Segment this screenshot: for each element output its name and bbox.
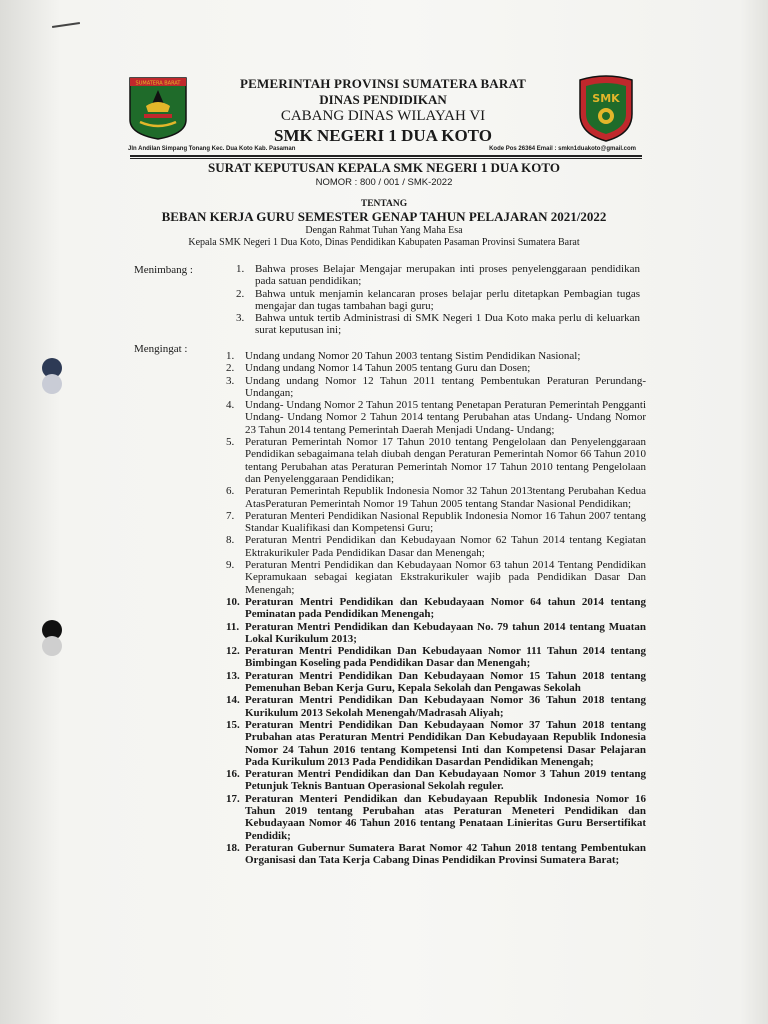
mengingat-label: Mengingat :	[134, 343, 188, 355]
list-item-text: Peraturan Mentri Pendidikan Dan Kebudayaan Nomor 15 Tahun 2018 tentang Pemenuhan Beban Kerja Guru, Kepala Sekolah dan Pengawas Sekolah	[245, 669, 646, 695]
list-item	[226, 485, 646, 510]
punch-hole-bottom	[42, 620, 62, 656]
list-item-number: 8.	[226, 534, 235, 547]
list-item-text: Bahwa proses Belajar Mengajar merupakan inti proses penyelenggaraan pendidikan pada satuan pendidikan;	[255, 263, 640, 288]
list-item	[226, 670, 646, 695]
list-item-number: 7.	[226, 509, 235, 522]
subject-heading: BEBAN KERJA GURU SEMESTER GENAP TAHUN PELAJARAN 2021/2022	[161, 209, 607, 224]
menimbang-list	[236, 263, 640, 337]
kepala-line: Kepala SMK Negeri 1 Dua Koto, Dinas Pendidikan Kabupaten Pasaman Provinsi Sumatera Barat	[188, 237, 580, 248]
list-item-number: 9.	[226, 559, 235, 572]
list-item-number: 13.	[226, 669, 240, 682]
emblem-caption: SUMATERA BARAT	[135, 80, 181, 87]
document-number: NOMOR : 800 / 001 / SMK-2022	[315, 177, 453, 188]
list-item-text: Peraturan Mentri Pendidikan dan Kebudayaan Nomor 63 tahun 2014 Tentang Pendidikan Kepramukaan sebagai kegiatan Ekstrakurikuler wajib pada Pendidikan Dasar Dan Menengah;	[245, 559, 646, 596]
list-item-number: 1.	[226, 350, 235, 362]
header-line-3: CABANG DINAS WILAYAH VI	[280, 108, 486, 124]
list-item-text: Bahwa untuk menjamin kelancaran proses belajar perlu ditetapkan Pembagian tugas mengajar dan tugas tambahan bagi guru;	[255, 287, 640, 312]
list-item	[226, 768, 646, 793]
list-item	[226, 362, 646, 374]
list-item-text: Peraturan Pemerintah Nomor 17 Tahun 2010 tentang Pengelolaan dan Penyelenggaraan Pendidikan sebagaimana telah diubah dengan Peraturan Pemerintah Nomor 66 Tahun 2010 tentang Perubahan atas Peraturan Pemerintah Nomor 17 Tahun 2010 tentang Pengelolaan dan Penyelenggaraan Pendidikan;	[245, 436, 646, 485]
list-item	[226, 842, 646, 867]
list-item-number: 18.	[226, 841, 240, 854]
sumatera-barat-emblem-icon	[128, 76, 188, 140]
rahmat-line: Dengan Rahmat Tuhan Yang Maha Esa	[305, 225, 463, 236]
list-item	[236, 312, 640, 337]
punch-hole-top	[42, 358, 62, 394]
document-title: SURAT KEPUTUSAN KEPALA SMK NEGERI 1 DUA KOTO	[208, 160, 560, 175]
smk-logo-caption: SMK	[592, 92, 620, 105]
list-item-text: Undang undang Nomor 14 Tahun 2005 tentang Guru dan Dosen;	[245, 362, 531, 375]
list-item-number: 14.	[226, 694, 240, 707]
list-item	[226, 559, 646, 596]
address-left: Jln Andilan Simpang Tonang Kec. Dua Koto Kab. Pasaman	[128, 146, 296, 152]
school-name: SMK NEGERI 1 DUA KOTO	[274, 126, 492, 145]
mengingat-list	[226, 350, 646, 866]
list-item	[226, 694, 646, 719]
letterhead	[128, 74, 648, 158]
header-line-2: DINAS PENDIDIKAN	[319, 92, 447, 107]
list-item-text: Peraturan Mentri Pendidikan dan Dan Kebudayaan Nomor 3 Tahun 2019 tentang Petunjuk Teknis Bantuan Operasional Sekolah reguler.	[245, 768, 646, 793]
list-item	[226, 719, 646, 768]
list-item-text: Peraturan Mentri Pendidikan dan Kebudayaan Nomor 64 tahun 2014 tentang Peminatan pada Pendidikan Menengah;	[245, 595, 646, 621]
list-item-number: 3.	[236, 312, 245, 325]
tentang-heading: TENTANG	[360, 199, 408, 209]
list-item-text: Peraturan Mentri Pendidikan Dan Kebudayaan Nomor 111 Tahun 2014 tentang Bimbingan Koseling pada Pendidikan Dasar dan Menengah;	[245, 645, 646, 670]
list-item	[226, 375, 646, 400]
list-item	[226, 534, 646, 559]
list-item-number: 2.	[226, 362, 235, 375]
list-item-text: Bahwa untuk tertib Administrasi di SMK Negeri 1 Dua Koto maka perlu di keluarkan surat keputusan ini;	[255, 312, 640, 337]
list-item-number: 1.	[236, 263, 245, 275]
list-item-number: 11.	[226, 620, 240, 633]
list-item-number: 5.	[226, 436, 235, 449]
list-item-text: Undang- Undang Nomor 2 Tahun 2015 tentang Penetapan Peraturan Pemerintah Pengganti Undang- Undang Nomor 2 Tahun 2014 tentang Perubahan atas Undang- Undang Nomor 23 Tahun 2014 tentang Pemerintah Daerah Menjadi Undang- Undang;	[245, 399, 646, 436]
list-item-number: 4.	[226, 399, 235, 412]
list-item	[226, 596, 646, 621]
list-item	[226, 350, 646, 362]
list-item	[236, 288, 640, 313]
list-item	[226, 645, 646, 670]
smk-logo-icon	[576, 74, 636, 142]
list-item-number: 17.	[226, 792, 240, 805]
pen-mark	[52, 22, 80, 28]
header-rule-thin	[130, 158, 642, 159]
list-item	[226, 510, 646, 535]
list-item-text: Peraturan Mentri Pendidikan Dan Kebudayaan Nomor 36 Tahun 2018 tentang Kurikulum 2013 Sekolah Menengah/Madrasah Aliyah;	[245, 694, 646, 719]
list-item-text: Peraturan Menteri Pendidikan dan Kebudayaan Republik Indonesia Nomor 16 Tahun 2019 tentang Perubahan atas Peraturan Meneteri Pendidikan dan Kebudayaan Nomor 46 Tahun 2016 tentang Penataan Linieritas Guru Bersertifikat Pendidik;	[245, 792, 646, 842]
list-item	[226, 436, 646, 485]
list-item-number: 16.	[226, 768, 240, 781]
list-item-text: Peraturan Pemerintah Republik Indonesia Nomor 32 Tahun 2013tentang Perubahan Kedua AtasPeraturan Pemerintah Nomor 19 Tahun 2005 tentang Standar Nasional Pendidikan;	[245, 485, 646, 510]
header-rule	[130, 155, 642, 157]
address-right: Kode Pos 26364 Email : smkn1duakoto@gmail.com	[489, 146, 636, 152]
list-item-number: 15.	[226, 718, 240, 731]
list-item-number: 2.	[236, 287, 245, 300]
list-item-number: 3.	[226, 374, 235, 387]
list-item-text: Peraturan Gubernur Sumatera Barat Nomor 42 Tahun 2018 tentang Pembentukan Organisasi dan Tata Kerja Cabang Dinas Pendidikan Provinsi Sumatera Barat;	[245, 841, 646, 867]
list-item-text: Peraturan Mentri Pendidikan dan Kebudayaan Nomor 62 Tahun 2014 tentang Kegiatan Ektrakurikuler Pada Pendidikan Dasar dan Menengah;	[245, 534, 646, 559]
list-item-text: Peraturan Mentri Pendidikan Dan Kebudayaan Nomor 37 Tahun 2018 tentang Prubahan atas Peraturan Mentri Pendidikan Dan Kebudayaan Republik Indonesia Nomor 24 Tahun 2016 tentang Kompetensi Inti dan Kompetensi Dasar Pelajaran Pada Kurikulum 2013 Pada Pendidikan Dasardan Pendidikan Menengah;	[245, 718, 646, 768]
list-item	[226, 621, 646, 646]
list-item-number: 12.	[226, 645, 240, 658]
list-item	[236, 263, 640, 288]
list-item-text: Undang undang Nomor 12 Tahun 2011 tentang Pembentukan Peraturan Perundang- Undangan;	[245, 374, 646, 399]
list-item-number: 10.	[226, 595, 240, 608]
menimbang-label: Menimbang :	[134, 264, 193, 276]
list-item-text: Peraturan Mentri Pendidikan dan Kebudayaan No. 79 tahun 2014 tentang Muatan Lokal Kurikulum 2013;	[245, 620, 646, 645]
list-item	[226, 399, 646, 436]
list-item-number: 6.	[226, 485, 235, 498]
list-item-text: Peraturan Menteri Pendidikan Nasional Republik Indonesia Nomor 16 Tahun 2007 tentang Standar Kualifikasi dan Kompetensi Guru;	[245, 509, 646, 535]
list-item	[226, 793, 646, 842]
list-item-text: Undang undang Nomor 20 Tahun 2003 tentang Sistim Pendidikan Nasional;	[245, 350, 581, 362]
header-line-1: PEMERINTAH PROVINSI SUMATERA BARAT	[240, 76, 526, 91]
